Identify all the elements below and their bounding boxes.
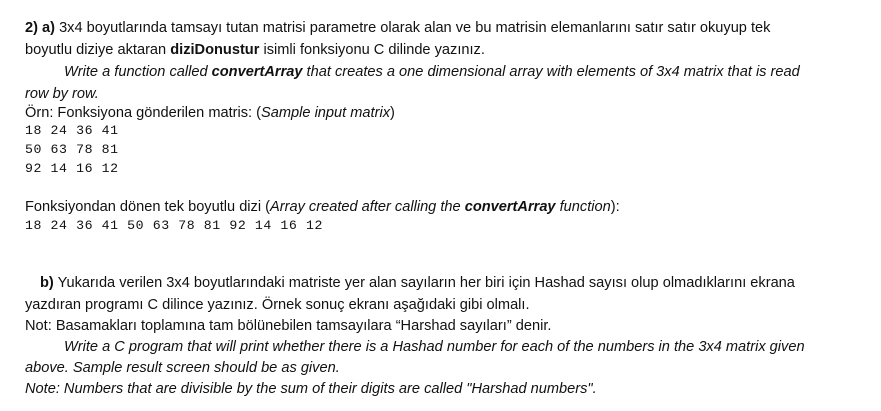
part-a-english-line-1 xyxy=(64,63,800,81)
part-a-english-line-2: row by row. xyxy=(25,86,99,102)
part-b-line-2: yazdıran programı C dilince yazınız. Örnek sonuç ekranı aşağıdaki gibi olmalı. xyxy=(25,297,530,313)
part-a-en-pre: Write a function called xyxy=(64,64,212,80)
part-a-line-2 xyxy=(25,41,485,59)
part-a-line-1 xyxy=(25,19,770,37)
part-b-note-tr: Not: Basamakları toplamına tam bölünebilen tamsayılara “Harshad sayıları” denir. xyxy=(25,318,552,334)
sample-label-post: ) xyxy=(390,105,395,121)
part-b-line-1 xyxy=(40,274,795,292)
sample-input-label xyxy=(25,104,395,122)
part-b-number: b) xyxy=(40,275,54,291)
sample-label-pre: Örn: Fonksiyona gönderilen matris: ( xyxy=(25,105,262,121)
function-name-tr: diziDonustur xyxy=(170,42,260,58)
part-b-english-note: Note: Numbers that are divisible by the sum of their digits are called "Harshad numbers". xyxy=(25,381,597,397)
part-a-en-post: that creates a one dimensional array with elements of 3x4 matrix that is read xyxy=(302,64,800,80)
part-b-text-1: Yukarıda verilen 3x4 boyutlarındaki matriste yer alan sayıların her biri için Hashad sayısı olup olmadıklarını ekrana xyxy=(53,275,795,291)
result-label-en: Array created after calling the xyxy=(270,199,465,215)
result-label-en-2: function xyxy=(555,199,611,215)
part-b-english-line-1: Write a C program that will print whether there is a Hashad number for each of the numbers in the 3x4 matrix given xyxy=(64,339,805,355)
function-name-en: convertArray xyxy=(211,64,303,80)
part-a-text-1: 3x4 boyutlarında tamsayı tutan matrisi parametre olarak alan ve bu matrisin elemanlarını satır satır okuyup tek xyxy=(55,20,771,36)
matrix-row-3: 92 14 16 12 xyxy=(25,161,119,176)
result-label-post: ): xyxy=(610,199,620,215)
matrix-row-1: 18 24 36 41 xyxy=(25,123,119,138)
part-a-text-2-pre: boyutlu diziye aktaran xyxy=(25,42,171,58)
matrix-row-2: 50 63 78 81 xyxy=(25,142,119,157)
part-b-english-line-2: above. Sample result screen should be as given. xyxy=(25,360,340,376)
result-array: 18 24 36 41 50 63 78 81 92 14 16 12 xyxy=(25,218,323,233)
part-a-text-2-post: isimli fonksiyonu C dilinde yazınız. xyxy=(259,42,485,58)
part-a-number: 2) a) xyxy=(25,20,56,36)
sample-label-en: Sample input matrix xyxy=(261,105,390,121)
result-label-pre: Fonksiyondan dönen tek boyutlu dizi ( xyxy=(25,199,271,215)
result-function-name: convertArray xyxy=(464,199,556,215)
result-label xyxy=(25,198,620,216)
